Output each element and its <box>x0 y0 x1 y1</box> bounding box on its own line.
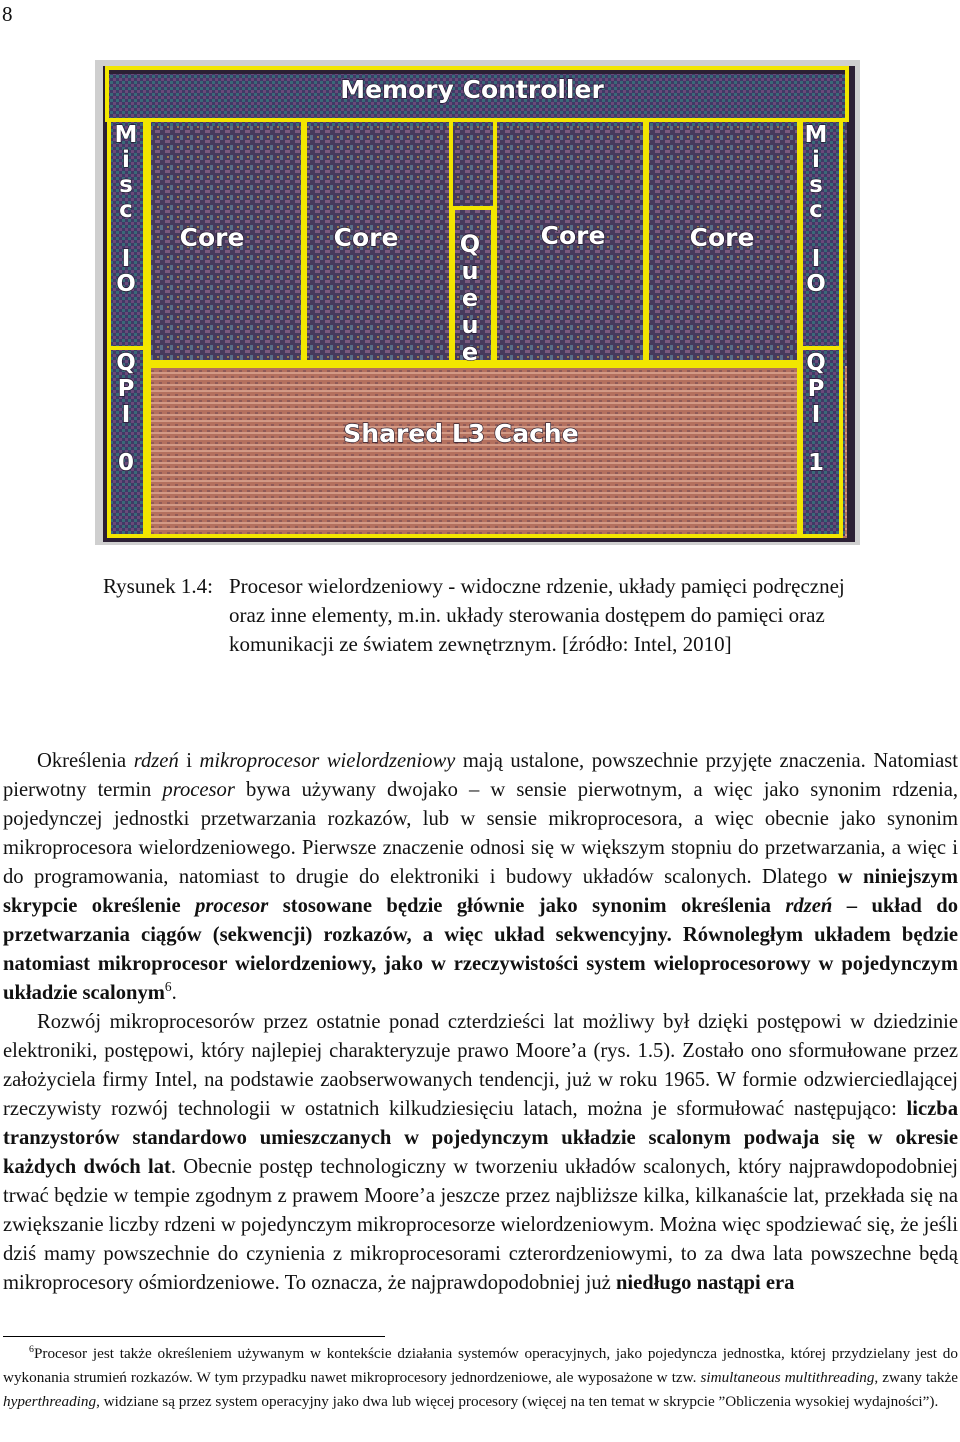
misc-io-right-io-1: O <box>806 271 826 297</box>
text-run: procesor <box>195 895 269 917</box>
qpi-right-letter-0: Q <box>806 350 826 376</box>
text-run: hyperthreading <box>3 1393 97 1410</box>
text-run: niedługo nastąpi era <box>615 1272 795 1294</box>
queue-letter-2: e <box>461 284 479 312</box>
text-run: 6 <box>164 979 172 995</box>
core-label-3: Core <box>540 221 606 250</box>
cache-region <box>107 366 847 538</box>
text-run: , widziane są przez system operacyjny jako dwa lub więcej procesory (więcej na ten temat w skrypcie ”Obliczenia wysokiej wydajności”). <box>96 1393 939 1410</box>
qpi-left-letter-2: I <box>121 402 131 428</box>
text-run: simultaneous multithreading <box>700 1369 875 1386</box>
misc-io-right-io-0: I <box>811 246 821 272</box>
text-run: . <box>171 982 177 1004</box>
qpi-left-letter-0: Q <box>116 350 136 376</box>
queue-letter-0: Q <box>459 230 481 258</box>
paragraph-2 <box>3 1008 958 1298</box>
queue-letter-1: u <box>461 257 479 285</box>
paragraph-1 <box>3 747 958 1008</box>
cache-label: Shared L3 Cache <box>343 419 579 448</box>
misc-io-left-io-1: O <box>116 271 136 297</box>
text-run: procesor <box>162 779 235 801</box>
text-run: mają ustalone, powszechnie przyjęte znaczenia. Natomiast pierwotny termin <box>3 750 958 801</box>
qpi-right-number: 1 <box>807 450 825 476</box>
text-run: – układ do przetwarzania ciągów (sekwencji) rozkazów, a więc układ sekwencyjny. <box>3 895 959 946</box>
misc-io-right-letter-1: i <box>812 147 820 173</box>
queue-letter-4: e <box>461 338 479 366</box>
queue-letter-3: u <box>461 311 479 339</box>
text-run: bywa używany dwojako – w sensie pierwotnym, a więc jako synonim rdzenia, pojedynczej jednostki przetwarzania rozkazów, lub w sensie mikroprocesora, a więc obecnie jako synonim mikroprocesora wielordzeniowego. Pierwsze znaczenie odnosi się w większym stopniu do przetwarzania, a więc i do programowania, natomiast to drugie do elektroniki i budowy układów scalonych. Dlatego <box>3 779 958 888</box>
processor-die-figure <box>95 60 860 545</box>
qpi-left-number: 0 <box>117 450 135 476</box>
text-run: rdzeń <box>785 895 833 917</box>
core-label-4: Core <box>689 223 755 252</box>
text-run <box>672 924 683 946</box>
misc-io-right-letter-0: M <box>804 122 828 148</box>
body-text <box>3 747 958 1298</box>
core-label-1: Core <box>179 223 245 252</box>
core-label-2: Core <box>333 223 399 252</box>
misc-io-left-letter-0: M <box>114 122 138 148</box>
caption-label: Rysunek 1.4: <box>103 574 213 598</box>
misc-io-left-letter-2: s <box>119 172 133 198</box>
misc-io-left-io-0: I <box>121 246 131 272</box>
page-number: 8 <box>2 2 13 26</box>
text-run: w niniejszym skrypcie określenie <box>3 866 958 917</box>
qpi-left-letter-1: P <box>117 376 135 402</box>
text-run: i <box>178 750 200 772</box>
text-run: mikroprocesor wielordzeniowy <box>199 750 456 772</box>
text-run: Procesor jest także określeniem używanym w kontekście działania systemów operacyjnych, jako pojedyncza jednostka, której przydzielany jest do wykonania strumień rozkazów. W tym przypadku nawet mikroprocesory jednordzeniowe, ale wyposażone w tzw. <box>3 1345 958 1386</box>
text-run: Określenia <box>37 750 134 772</box>
text-run: , zwany także <box>874 1369 958 1386</box>
memory-controller-label: Memory Controller <box>340 75 604 104</box>
caption-text: Procesor wielordzeniowy - widoczne rdzenie, układy pamięci podręcznej oraz inne elementy, m.in. układy sterowania dostępem do pamięci oraz komunikacji ze światem zewnętrznym. [źródło: Intel, 2010] <box>229 574 845 656</box>
qpi-right-letter-1: P <box>807 376 825 402</box>
text-run: Równoległym układem będzie natomiast mikroprocesor wielordzeniowy, jako w rzeczywistości system wieloprocesorowy w pojedynczym układzie scalonym <box>3 924 958 1004</box>
footnote-rule <box>3 1336 385 1337</box>
processor-die-image <box>95 60 860 545</box>
qpi-right-letter-2: I <box>811 402 821 428</box>
footnote <box>3 1342 958 1414</box>
text-run: rdzeń <box>133 750 179 772</box>
misc-io-left-letter-3: c <box>119 197 133 223</box>
text-run: Rozwój mikroprocesorów przez ostatnie ponad czterdzieści lat możliwy był dzięki postępowi w dziedzinie elektroniki, postępowi, który najlepiej charakteryzuje prawo Moore’a (rys. 1.5). Zostało ono sformułowane przez założyciela firmy Intel, na podstawie zaobserwowanych tendencji, już w roku 1965. W formie odzwierciedlającej rzeczywisty rozwój technologii w ostatnich kilkudziesięciu latach, można je sformułować następująco: <box>3 1011 958 1120</box>
text-run: . Obecnie postęp technologiczny w tworzeniu układów scalonych, który najprawdopodobniej trwać będzie w tempie zgodnym z prawem Moore’a jeszcze przez najbliższe kilka, kilkanaście lat, przekłada się na zwiększanie liczby rdzeni w pojedynczym mikroprocesorze wielordzeniowym. Można więc spodziewać się, że jeśli dziś mamy powszechnie do czynienia z mikroprocesorami czterordzeniowymi, to za dwa lata powszechne będą mikroprocesory ośmiordzeniowe. To oznacza, że najprawdopodobniej już <box>3 1156 959 1294</box>
footnote-6 <box>3 1342 958 1414</box>
misc-io-right-letter-3: c <box>809 197 823 223</box>
text-run: 6 <box>29 1343 34 1355</box>
misc-io-left-letter-1: i <box>122 147 130 173</box>
text-run: liczba tranzystorów standardowo umieszczanych w pojedynczym układzie scalonym podwaja się w okresie każdych dwóch lat <box>3 1098 958 1178</box>
misc-io-right-letter-2: s <box>809 172 823 198</box>
figure-caption <box>103 572 863 659</box>
text-run: stosowane będzie głównie jako synonim określenia <box>268 895 786 917</box>
